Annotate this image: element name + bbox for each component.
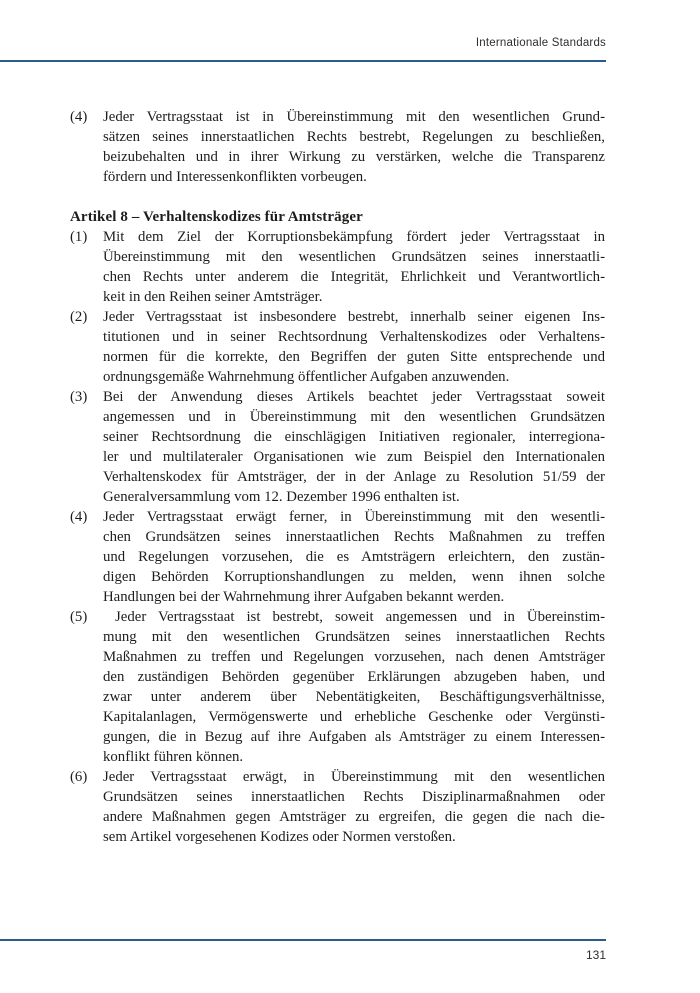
paragraph-text xyxy=(103,227,605,307)
numbered-paragraph xyxy=(70,607,605,767)
text-line: Handlungen bei der Wahrnehmung ihrer Aufgaben bekannt werden. xyxy=(103,589,505,605)
running-header-title: Internationale Standards xyxy=(475,37,606,49)
text-line: Jeder Vertragsstaat erwägt ferner, in Übereinstimmung mit den wesentli- xyxy=(103,509,605,525)
article-heading: Artikel 8 – Verhaltenskodizes für Amtsträger xyxy=(70,209,363,225)
numbered-paragraph xyxy=(70,507,605,607)
footer-rule xyxy=(0,939,606,941)
text-line: Verhaltenskodex für Amtsträger, der in der Anlage zu Resolution 51/59 der xyxy=(103,469,605,485)
text-line: Mit dem Ziel der Korruptionsbekämpfung fördert jeder Vertragsstaat in xyxy=(103,229,605,245)
text-line: Grundsätzen seines innerstaatlichen Rechts Disziplinarmaßnahmen oder xyxy=(103,789,605,805)
text-line: Bei der Anwendung dieses Artikels beachtet jeder Vertragsstaat soweit xyxy=(103,389,605,405)
paragraph-number: (3) xyxy=(70,389,88,405)
numbered-paragraph xyxy=(70,227,605,307)
text-line: angemessen und in Übereinstimmung mit den wesentlichen Grundsätzen xyxy=(103,409,605,425)
text-line: Jeder Vertragsstaat ist bestrebt, soweit angemessen und in Übereinstim- xyxy=(103,609,606,625)
paragraph-text xyxy=(103,507,605,607)
paragraph-number: (1) xyxy=(70,229,88,245)
header-rule xyxy=(0,60,606,62)
numbered-paragraph xyxy=(70,307,605,387)
paragraph-number: (5) xyxy=(70,609,88,625)
text-line: keit in den Reihen seiner Amtsträger. xyxy=(103,289,323,305)
paragraph-text xyxy=(103,387,605,507)
text-line: beizubehalten und in ihrer Wirkung zu verstärken, welche die Transparenz xyxy=(103,149,605,165)
text-line: ler und multilateraler Organisationen wie zum Beispiel den Internationalen xyxy=(103,449,605,465)
text-line: chen Grundsätzen seines innerstaatlichen Rechts Maßnahmen zu treffen xyxy=(103,529,605,545)
paragraph-number: (4) xyxy=(70,109,88,125)
text-line: normen für die korrekte, den Begriffen der guten Sitte entsprechende und xyxy=(103,349,605,365)
text-line: Übereinstimmung mit den wesentlichen Grundsätzen seines innerstaatli- xyxy=(103,249,605,265)
numbered-paragraph xyxy=(70,387,605,507)
text-line: andere Maßnahmen gegen Amtsträger zu ergreifen, die gegen die nach die- xyxy=(103,809,605,825)
text-line: konflikt führen können. xyxy=(103,749,244,765)
text-line: Maßnahmen zu treffen und Regelungen vorzusehen, nach denen Amtsträger xyxy=(103,649,605,665)
text-line: gungen, die in Bezug auf ihre Aufgaben als Amtsträger zu einem Interessen- xyxy=(103,729,605,745)
paragraph-text xyxy=(103,767,605,847)
text-line: und Regelungen vorzusehen, die es Amtsträgern erleichtern, den zustän- xyxy=(103,549,605,565)
page-number: 131 xyxy=(585,948,606,962)
text-line: Kapitalanlagen, Vermögenswerte und erhebliche Geschenke oder Vergünsti- xyxy=(103,709,605,725)
paragraph-text xyxy=(103,307,605,387)
paragraph-text xyxy=(103,107,605,187)
text-line: den zuständigen Behörden gegenüber Erklärungen abzugeben haben, und xyxy=(103,669,605,685)
paragraph-number: (4) xyxy=(70,509,88,525)
text-line: Jeder Vertragsstaat erwägt, in Übereinstimmung mit den wesentlichen xyxy=(103,769,605,785)
text-line: sätzen seines innerstaatlichen Rechts bestrebt, Regelungen zu beschließen, xyxy=(103,129,605,145)
numbered-paragraph xyxy=(70,767,605,847)
text-line: mung mit den wesentlichen Grundsätzen seines innerstaatlichen Rechts xyxy=(103,629,605,645)
paragraph-text xyxy=(103,607,605,767)
text-line: titutionen und in seiner Rechtsordnung Verhaltenskodizes oder Verhaltens- xyxy=(103,329,605,345)
text-line: Jeder Vertragsstaat ist in Übereinstimmung mit den wesentlichen Grund- xyxy=(103,109,605,125)
paragraph-number: (6) xyxy=(70,769,88,785)
text-line: seiner Rechtsordnung die einschlägigen Initiativen regionaler, interregiona- xyxy=(103,429,605,445)
text-line: sem Artikel vorgesehenen Kodizes oder Normen verstoßen. xyxy=(103,829,456,845)
text-line: digen Behörden Korruptionshandlungen zu melden, wenn ihnen solche xyxy=(103,569,605,585)
text-line: Jeder Vertragsstaat ist insbesondere bestrebt, innerhalb seiner eigenen Ins- xyxy=(103,309,605,325)
text-line: fördern und Interessenkonflikten vorbeugen. xyxy=(103,169,367,185)
text-line: chen Rechts unter anderem die Integrität, Ehrlichkeit und Verantwortlich- xyxy=(103,269,605,285)
paragraph-number: (2) xyxy=(70,309,88,325)
numbered-paragraph xyxy=(70,107,605,187)
text-line: zwar unter anderem über Nebentätigkeiten, Beschäftigungsverhältnisse, xyxy=(103,689,605,705)
text-line: Generalversammlung vom 12. Dezember 1996 enthalten ist. xyxy=(103,489,460,505)
text-line: ordnungsgemäße Wahrnehmung öffentlicher Aufgaben anzuwenden. xyxy=(103,369,510,385)
page-content xyxy=(70,107,605,847)
